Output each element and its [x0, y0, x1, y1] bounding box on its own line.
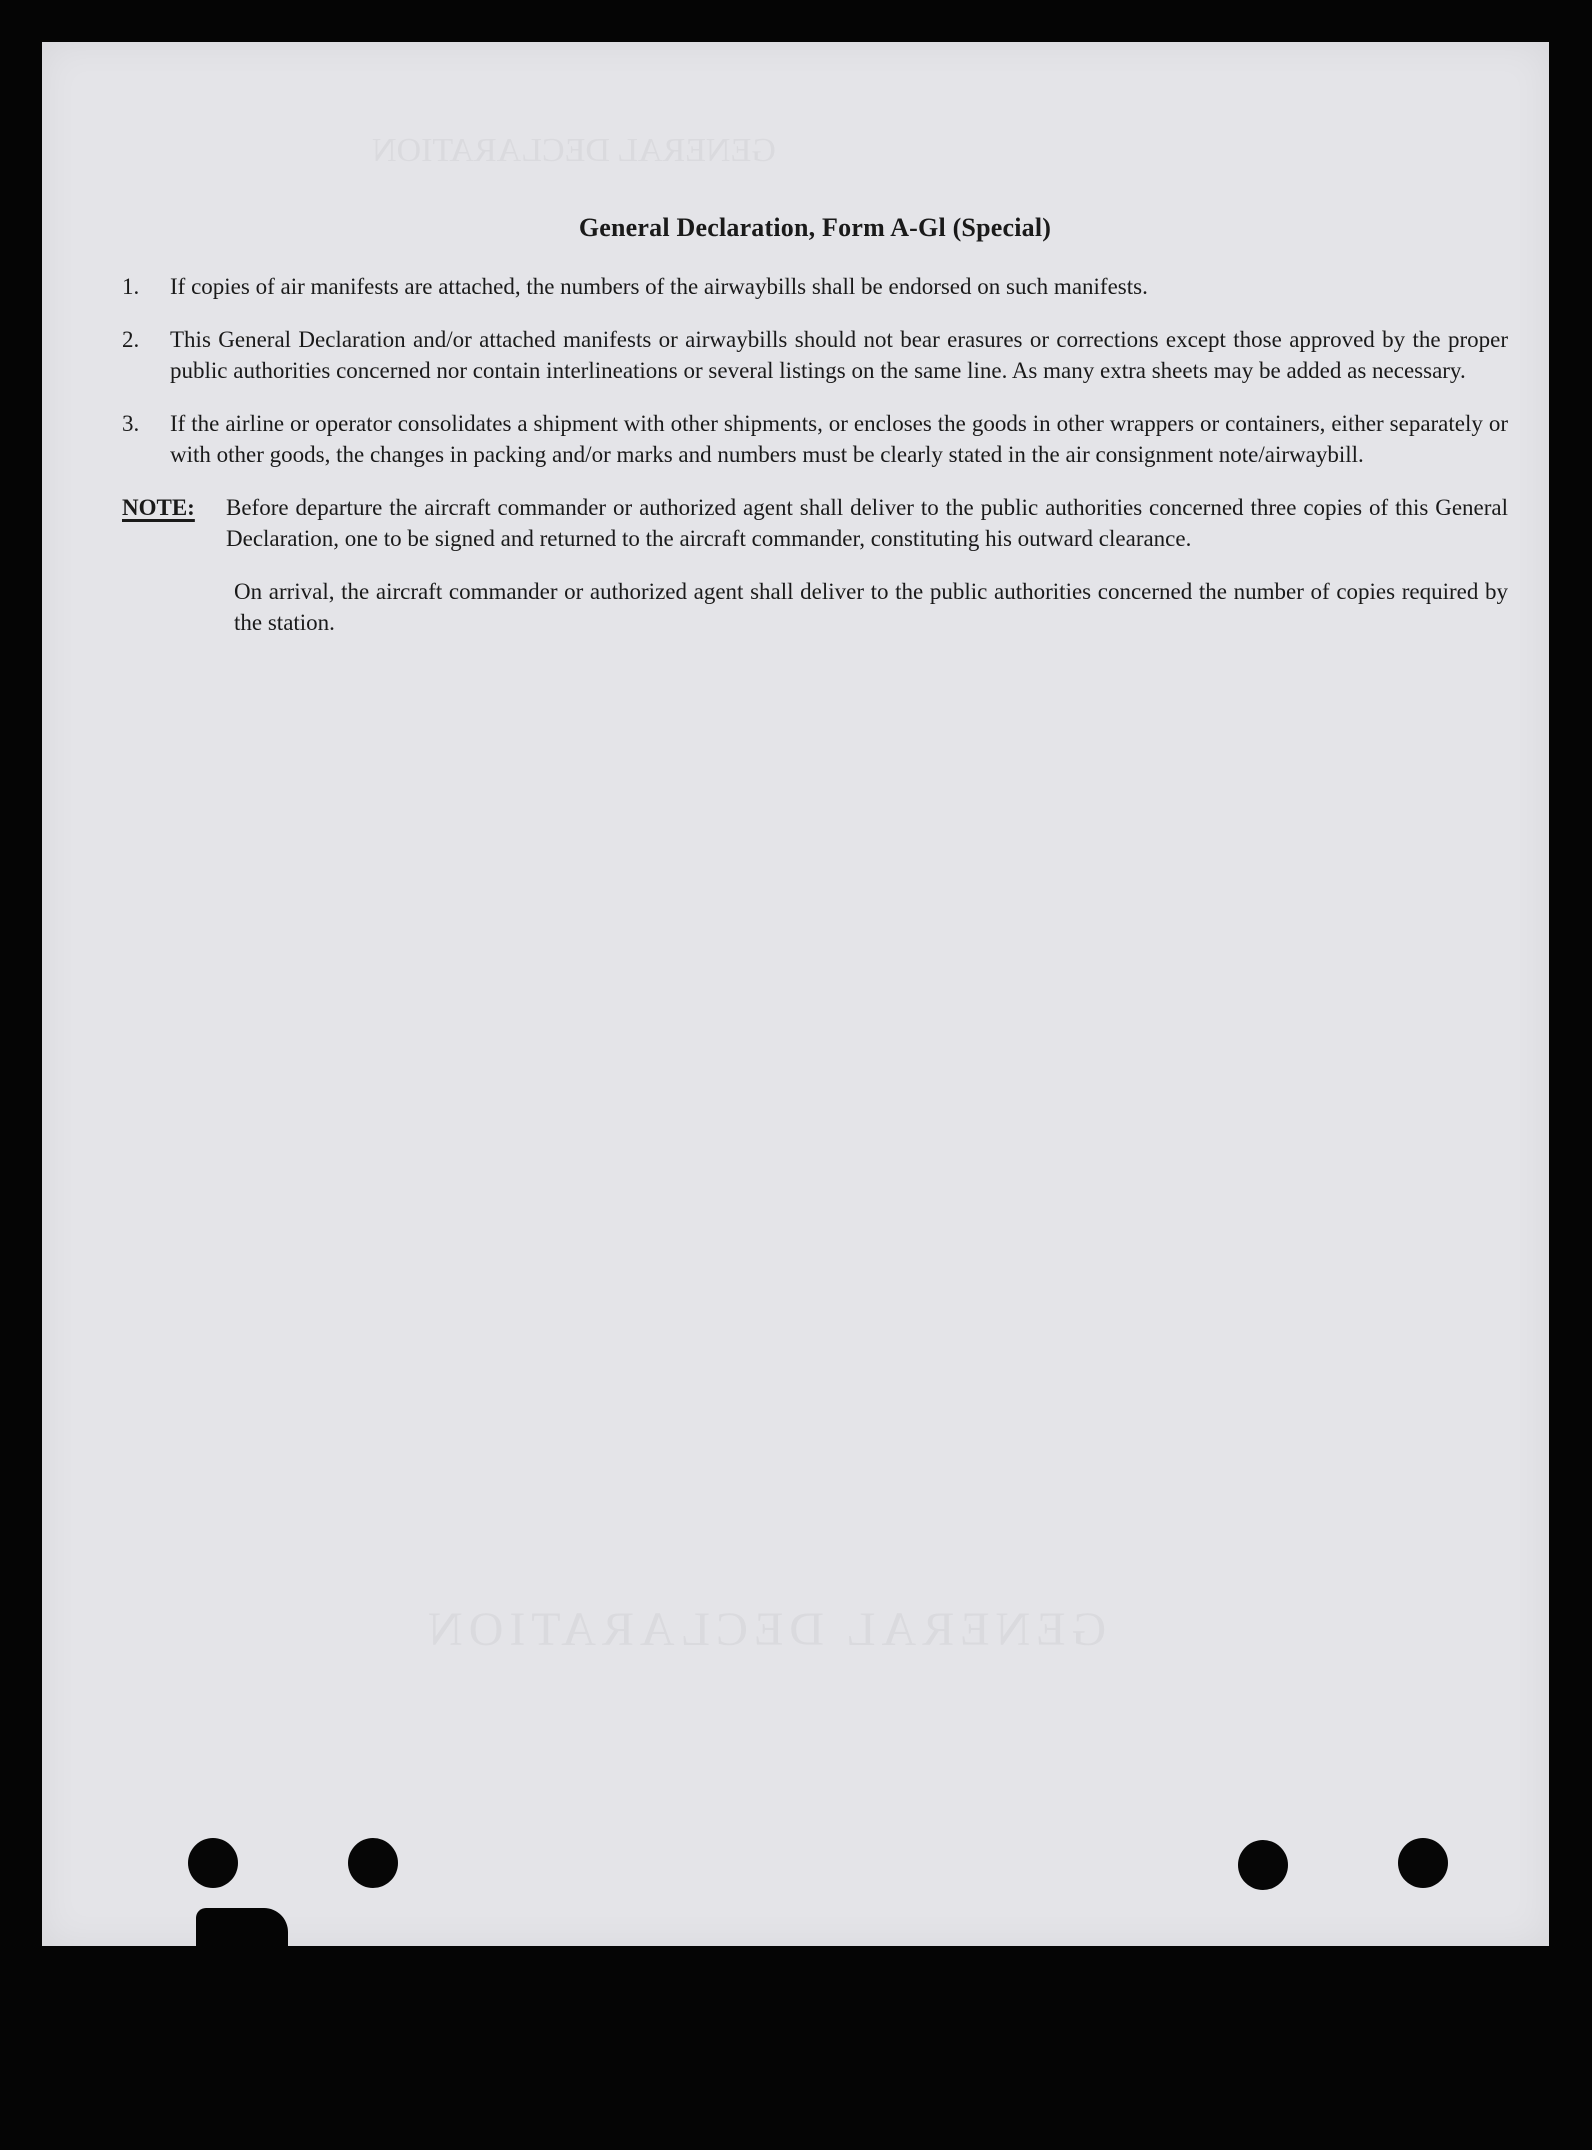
punch-hole [1398, 1838, 1448, 1888]
list-item [122, 271, 1508, 302]
item-number: 3. [122, 411, 140, 436]
note-label: NOTE: [122, 495, 195, 520]
bleed-through-text: GENERAL DECLARATION [372, 132, 776, 169]
document-content [122, 212, 1508, 660]
note-paragraph: On arrival, the aircraft commander or authorized agent shall deliver to the public authorities concerned the number of copies required by the station. [234, 579, 1508, 635]
paper-sheet [42, 42, 1549, 1946]
note-section [122, 492, 1508, 660]
item-text: If the airline or operator consolidates a shipment with other shipments, or encloses the goods in other wrappers or containers, either separately or with other goods, the changes in packing and/or marks and numbers must be clearly stated in the air consignment note/airwaybill. [170, 411, 1508, 467]
punch-hole [1238, 1840, 1288, 1890]
item-text: This General Declaration and/or attached manifests or airwaybills should not bear erasures or corrections except those approved by the proper public authorities concerned nor contain interlineations or several listings on the same line. As many extra sheets may be added as necessary. [170, 327, 1508, 383]
item-number: 2. [122, 327, 140, 352]
note-body [226, 492, 1508, 660]
note-paragraph: Before departure the aircraft commander or authorized agent shall deliver to the public authorities concerned three copies of this General Declaration, one to be signed and returned to the aircraft commander, constituting his outward clearance. [226, 495, 1508, 551]
item-text: If copies of air manifests are attached, the numbers of the airwaybills shall be endorsed on such manifests. [170, 274, 1148, 299]
punch-hole [348, 1838, 398, 1888]
torn-corner [196, 1908, 288, 1950]
bleed-through-text: GENERAL DECLARATION [422, 1603, 1107, 1656]
document-title: General Declaration, Form A-Gl (Special) [578, 213, 1052, 242]
punch-hole [188, 1838, 238, 1888]
list-item [122, 408, 1508, 470]
item-number: 1. [122, 274, 140, 299]
list-item [122, 324, 1508, 386]
